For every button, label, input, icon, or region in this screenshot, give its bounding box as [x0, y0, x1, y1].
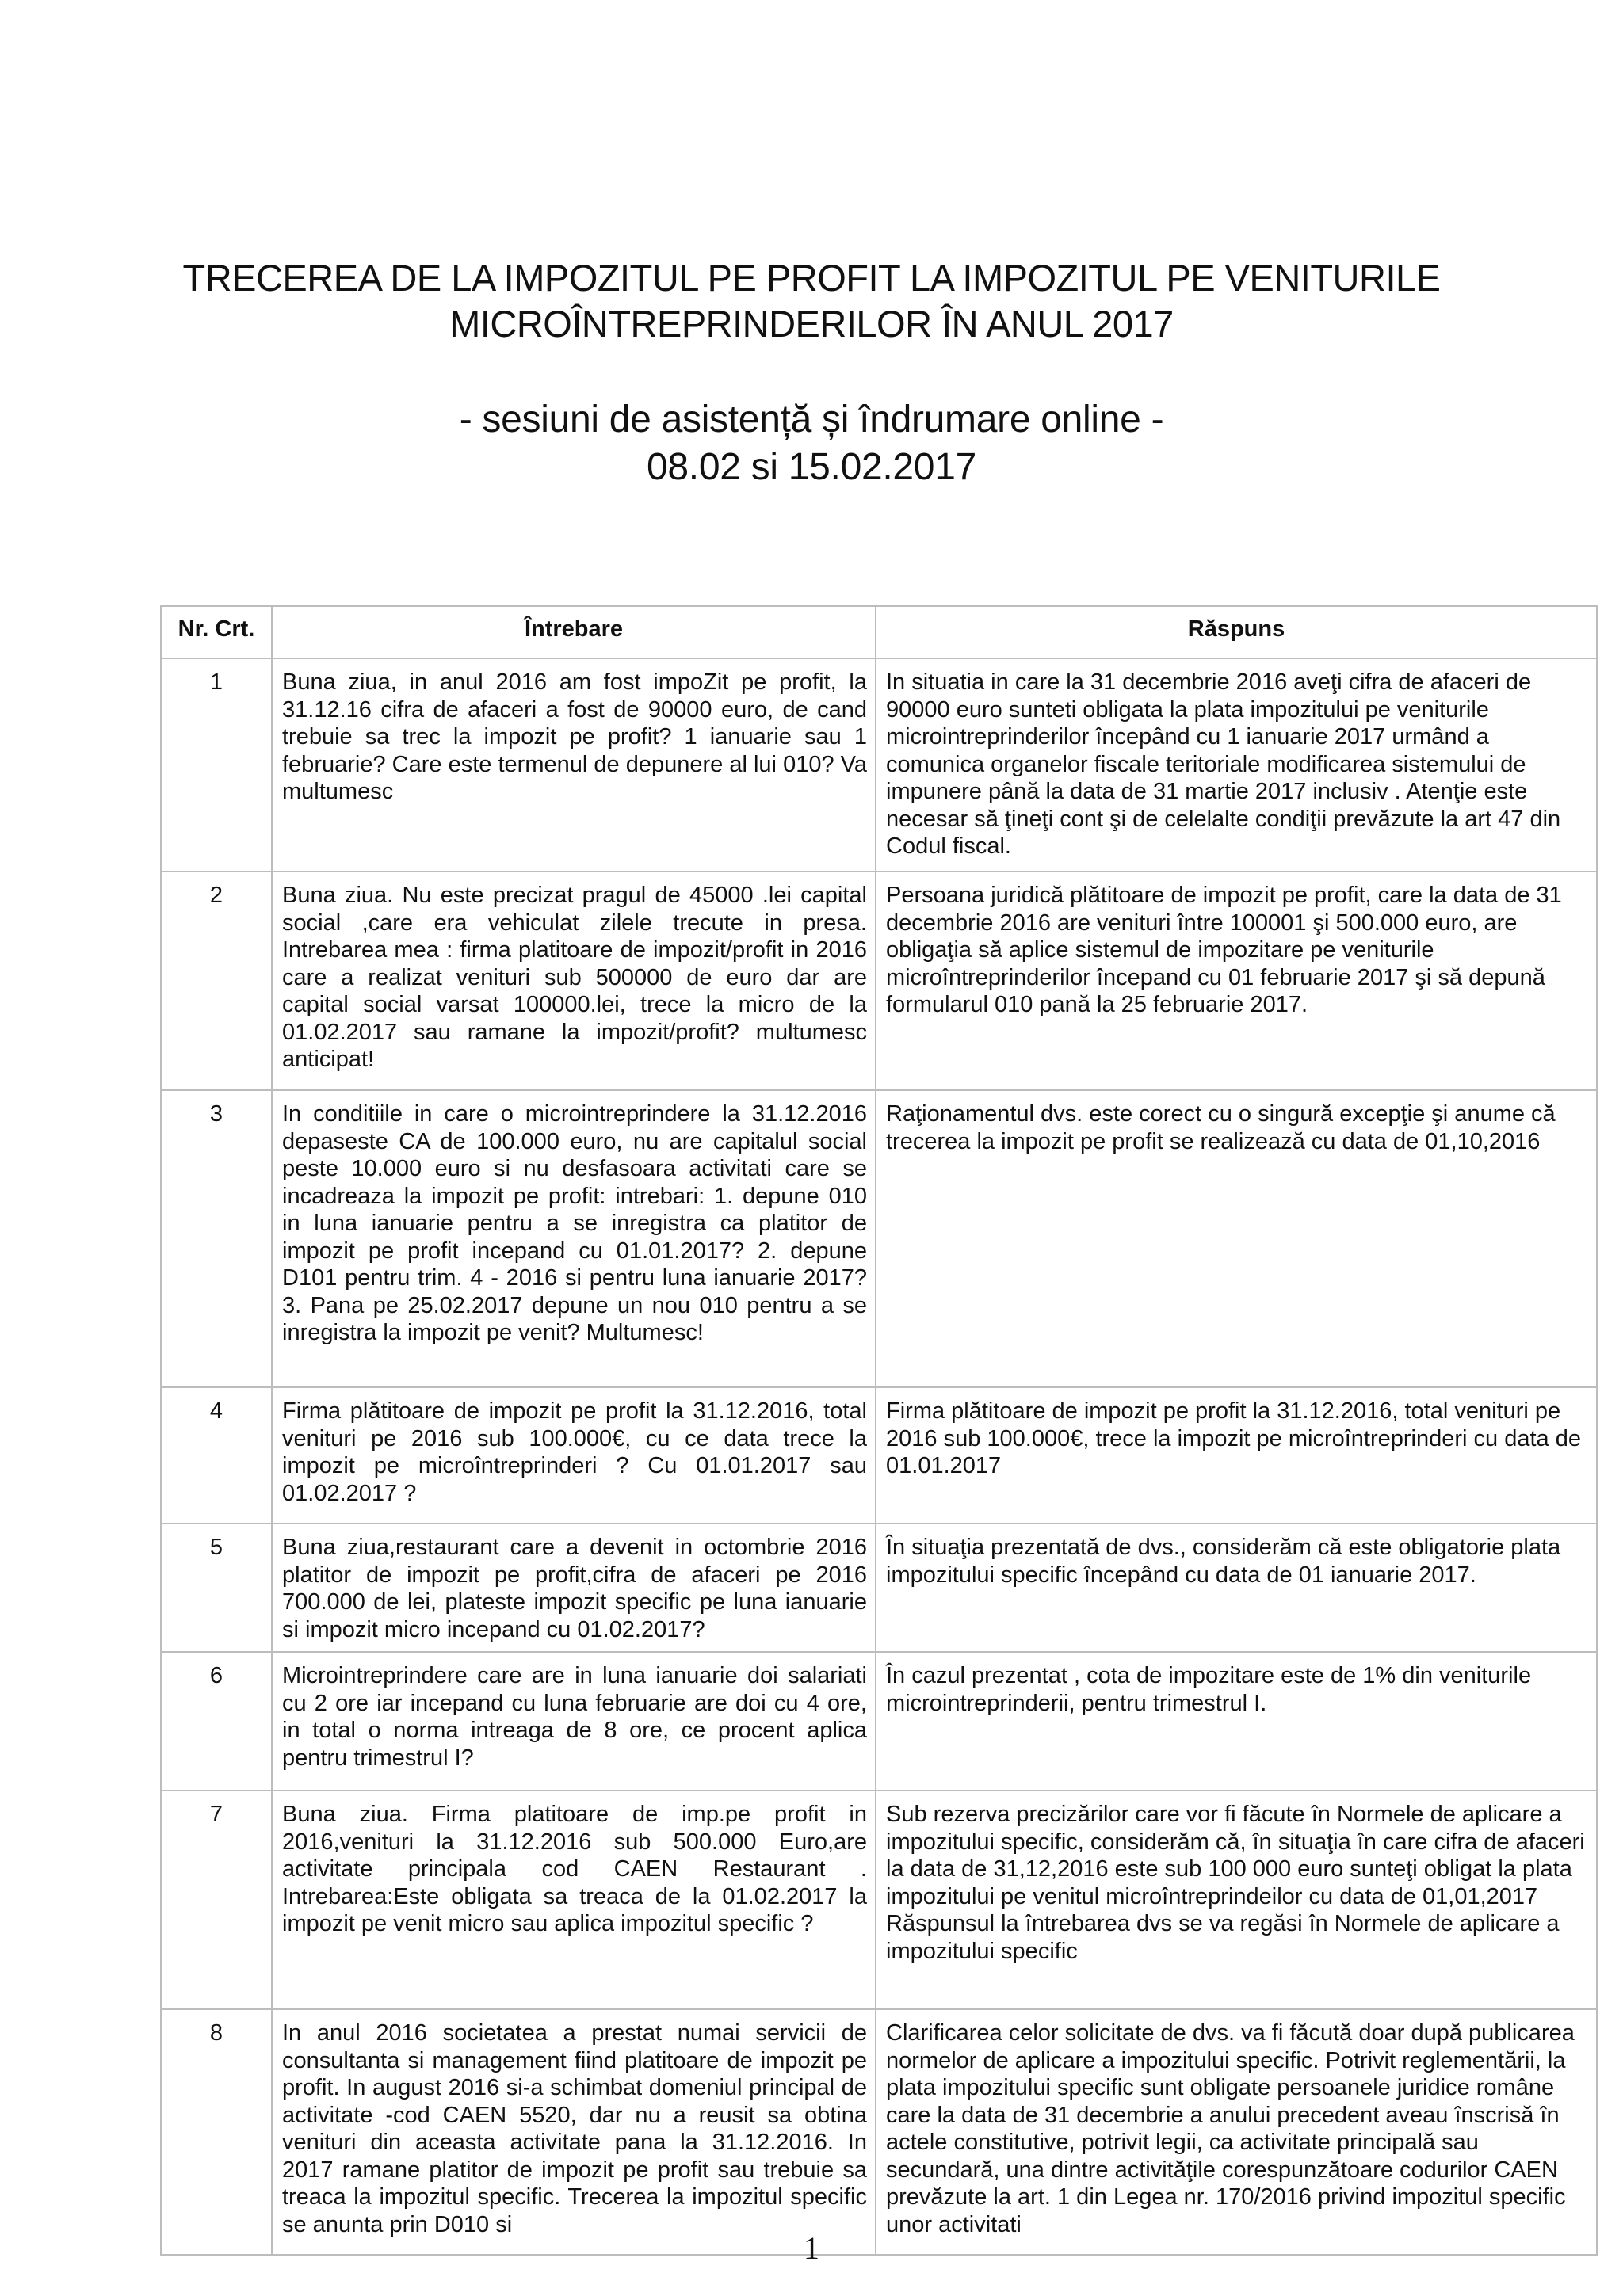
subtitle-line-1: - sesiuni de asistență și îndrumare online - — [459, 399, 1164, 441]
row-question: Buna ziua. Firma platitoare de imp.pe profit in 2016,venituri la 31.12.2016 sub 500.000 Euro,are activitate principala cod CAEN Restaurant . Intrebarea:Este obligata sa treaca de la 01.02.2017 la impozit pe venit micro sau aplica impozitul specific ? — [272, 1791, 876, 2009]
document-title — [0, 255, 1623, 347]
title-line-1: TRECEREA DE LA IMPOZITUL PE PROFIT LA IMPOZITUL PE VENITURILE — [182, 257, 1441, 299]
row-question: Buna ziua, in anul 2016 am fost impoZit pe profit, la 31.12.16 cifra de afaceri a fost de 90000 euro, de cand trebuie sa trec la impozit pe profit? 1 ianuarie sau 1 februarie? Care este termenul de depunere al lui 010? Va multumesc — [272, 658, 876, 871]
row-question: Buna ziua. Nu este precizat pragul de 45000 .lei capital social ,care era vehiculat zilele trecute in presa. Intrebarea mea : firma platitoare de impozit/profit in 2016 care a realizat venituri sub 500000 de euro dar are capital social varsat 100000.lei, trece la micro de la 01.02.2017 sau ramane la impozit/profit? multumesc anticipat! — [272, 871, 876, 1090]
row-number: 2 — [161, 871, 272, 1090]
table-row — [161, 1652, 1597, 1791]
table-row — [161, 1524, 1597, 1652]
row-number: 4 — [161, 1387, 272, 1524]
header-question: Întrebare — [272, 606, 876, 658]
document-subtitle — [0, 396, 1623, 491]
row-number: 3 — [161, 1090, 272, 1387]
page-number: 1 — [804, 2230, 819, 2266]
row-answer: In situatia in care la 31 decembrie 2016 aveţi cifra de afaceri de 90000 euro sunteti obligata la plata impozitului pe veniturile microintreprinderilor începând cu 1 ianuarie 2017 urmând a comunica organelor fiscale teritoriale modificarea sistemului de impunere până la data de 31 martie 2017 inclusiv . Atenţie este necesar să ţineţi cont şi de celelalte condiţii prevăzute la art 47 din Codul fiscal. — [876, 658, 1597, 871]
row-answer: Persoana juridică plătitoare de impozit pe profit, care la data de 31 decembrie 2016 are venituri între 100001 şi 500.000 euro, are obligaţia să aplice sistemul de impozitare pe veniturile microîntreprinderilor începand cu 01 februarie 2017 şi să depună formularul 010 pană la 25 februarie 2017. — [876, 871, 1597, 1090]
table-row — [161, 1387, 1597, 1524]
row-answer: Clarificarea celor solicitate de dvs. va fi făcută doar după publicarea normelor de aplicare a impozitului specific. Potrivit reglementării, la plata impozitului specific sunt obligate persoanele juridice române care la data de 31 decembrie a anului precedent aveau înscrisă în actele constitutive, potrivit legii, ca activitate principală sau secundară, una dintre activităţile corespunzătoare codurilor CAEN prevăzute la art. 1 din Legea nr. 170/2016 privind impozitul specific unor activitati — [876, 2009, 1597, 2255]
row-number: 7 — [161, 1791, 272, 2009]
table-row — [161, 2009, 1597, 2255]
subtitle-line-2: 08.02 si 15.02.2017 — [647, 446, 976, 488]
row-question: Buna ziua,restaurant care a devenit in octombrie 2016 platitor de impozit pe profit,cifra de afaceri pe 2016 700.000 de lei, plateste impozit specific pe luna ianuarie si impozit micro incepand cu 01.02.2017? — [272, 1524, 876, 1652]
table-row — [161, 1090, 1597, 1387]
row-answer: Firma plătitoare de impozit pe profit la 31.12.2016, total venituri pe 2016 sub 100.000€, trece la impozit pe microîntreprinderi cu data de 01.01.2017 — [876, 1387, 1597, 1524]
row-answer: Raţionamentul dvs. este corect cu o singură excepţie şi anume că trecerea la impozit pe profit se realizează cu data de 01,10,2016 — [876, 1090, 1597, 1387]
row-answer: Sub rezerva precizărilor care vor fi făcute în Normele de aplicare a impozitului specific, considerăm că, în situaţia în care cifra de afaceri la data de 31,12,2016 este sub 100 000 euro sunteţi obligat la plata impozitului pe venitul microîntreprindeilor cu data de 01,01,2017 Răspunsul la întrebarea dvs se va regăsi în Normele de aplicare a impozitului specific — [876, 1791, 1597, 2009]
header-number: Nr. Crt. — [161, 606, 272, 658]
row-question: In conditiile in care o microintreprindere la 31.12.2016 depaseste CA de 100.000 euro, nu are capitalul social peste 10.000 euro si nu desfasoara activitati care se incadreaza la impozit pe profit: intrebari: 1. depune 010 in luna ianuarie pentru a se inregistra ca platitor de impozit pe profit incepand cu 01.01.2017? 2. depune D101 pentru trim. 4 - 2016 si pentru luna ianuarie 2017? 3. Pana pe 25.02.2017 depune un nou 010 pentru a se inregistra la impozit pe venit? Multumesc! — [272, 1090, 876, 1387]
row-number: 6 — [161, 1652, 272, 1791]
row-question: In anul 2016 societatea a prestat numai servicii de consultanta si management fiind platitoare de impozit pe profit. In august 2016 si-a schimbat domeniul principal de activitate -cod CAEN 5520, dar nu a reusit sa obtina venituri din aceasta activitate pana la 31.12.2016. In 2017 ramane platitor de impozit pe profit sau trebuie sa treaca la impozitul specific. Trecerea la impozitul specific se anunta prin D010 si — [272, 2009, 876, 2255]
header-answer: Răspuns — [876, 606, 1597, 658]
table-row — [161, 1791, 1597, 2009]
row-answer: În situaţia prezentată de dvs., considerăm că este obligatorie plata impozitului specific începând cu data de 01 ianuarie 2017. — [876, 1524, 1597, 1652]
row-question: Firma plătitoare de impozit pe profit la 31.12.2016, total venituri pe 2016 sub 100.000€, cu ce data trece la impozit pe microîntreprinderi ? Cu 01.01.2017 sau 01.02.2017 ? — [272, 1387, 876, 1524]
qa-table — [160, 605, 1598, 2256]
row-number: 5 — [161, 1524, 272, 1652]
row-number: 1 — [161, 658, 272, 871]
table-row — [161, 658, 1597, 871]
title-line-2: MICROÎNTREPRINDERILOR ÎN ANUL 2017 — [449, 303, 1174, 345]
table-header-row — [161, 606, 1597, 658]
row-number: 8 — [161, 2009, 272, 2255]
table-row — [161, 871, 1597, 1090]
row-question: Microintreprindere care are in luna ianuarie doi salariati cu 2 ore iar incepand cu luna februarie are doi cu 4 ore, in total o norma intreaga de 8 ore, ce procent aplica pentru trimestrul I? — [272, 1652, 876, 1791]
row-answer: În cazul prezentat , cota de impozitare este de 1% din veniturile microintreprinderii, pentru trimestrul I. — [876, 1652, 1597, 1791]
